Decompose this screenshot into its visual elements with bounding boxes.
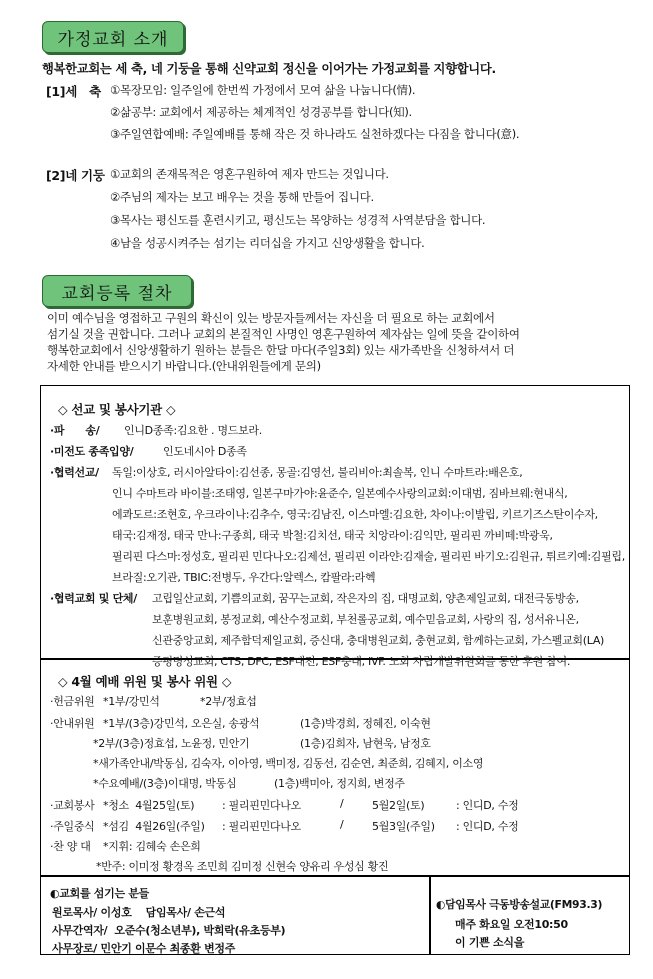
axis-item: ③주일연합예배: 주일예배를 통해 작은 것 하나라도 실천하겠다는 다짐을 합니다(意). — [110, 127, 520, 141]
meal-label: ·주일중식 — [50, 820, 95, 833]
radio-line: 매주 화요일 오전10:50 — [455, 918, 568, 931]
axis-item: ①목장모임: 일주일에 한번씩 가정에서 모여 삶을 나눕니다(情). — [110, 83, 416, 97]
offering-2: *2부/정효섭 — [200, 695, 257, 708]
meal-team2: : 인디D, 수정 — [456, 820, 519, 833]
service-label: ·교회봉사 — [50, 799, 95, 812]
org-line: 신관중앙교회, 제주함덕제일교회, 증신대, 충대병원교회, 충현교회, 함께하는교회, 가스펠교회(LA) — [152, 634, 605, 647]
partner-line: 필리핀 다스마:정성호, 필리핀 민다나오:김제선, 필리핀 이라얀:김재술, 필리핀 바기오:김원규, 튀르키예:김필립, — [112, 550, 625, 563]
org-line: 보훈병원교회, 봉정교회, 예산수정교회, 부천롤공교회, 예수믿음교회, 사랑의 집, 성서유니온, — [152, 613, 579, 626]
usher-a: *새가족안내/박동심, 김숙자, 이아영, 백미정, 김동선, 김순연, 최준희, 김혜지, 이소영 — [93, 757, 484, 770]
service-team2: : 인디D, 수정 — [456, 799, 519, 812]
org-line: 고립일산교회, 기쁨의교회, 꿈꾸는교회, 작은자의 집, 대명교회, 양촌제일교회, 대전극동방송, — [152, 592, 579, 605]
april-title: ◇ 4월 예배 위원 및 봉사 위원 ◇ — [58, 674, 232, 689]
intro-title: 가정교회 소개 — [57, 29, 169, 50]
registration-line: 자세한 안내를 받으시기 바랍니다.(안내위원들에게 문의) — [47, 359, 321, 373]
partner-line: 에콰도르:조현호, 우크라이나:김추수, 영국:김남진, 이스마엘:김요한, 차이나:이발립, 키르기즈스탄이수자, — [112, 508, 598, 521]
registration-title: 교회등록 절차 — [61, 283, 173, 304]
meal-date2: 5월3일(주일) — [372, 820, 435, 833]
service-date1: *청소 4월25일(토) — [103, 799, 195, 812]
choir-accompanist: *반주: 이미정 황경옥 조민희 김미정 신현숙 양유리 우성심 황진 — [96, 860, 389, 873]
axis-item: ②삶공부: 교회에서 제공하는 체계적인 성경공부를 합니다(知). — [110, 105, 412, 119]
choir-label: ·찬 양 대 — [50, 840, 91, 853]
partner-line: 인니 수마트라 바이블:조태영, 일본구마가야:윤준수, 일본예수사랑의교회:이대범, 짐바브웨:현내식, — [112, 487, 568, 500]
offering-1: *1부/강민석 — [103, 695, 160, 708]
pillars-label: [2]네 기둥 — [46, 168, 105, 183]
service-sep: / — [340, 797, 344, 810]
intro-lead: 행복한교회는 세 축, 네 기둥을 통해 신약교회 정신을 이어가는 가정교회를 지향합니다. — [42, 62, 496, 76]
offering-label: ·헌금위원 — [50, 695, 95, 708]
usher-b: (1층)백미아, 정지희, 변정주 — [274, 777, 405, 790]
meal-date1: *섬김 4월26일(주일) — [103, 820, 205, 833]
staff-title: ◐교회를 섬기는 분들 — [50, 887, 149, 900]
radio-title: ◐담임목사 극동방송설교(FM93.3) — [436, 898, 603, 911]
partner-line: 브라질:오기관, TBIC:전병두, 우간다:알렉스, 캄팔라:라헥 — [112, 571, 376, 584]
pillar-item: ③목사는 평신도를 훈련시키고, 평신도는 목양하는 성경적 사역분담을 합니다. — [110, 213, 486, 227]
unreached-label: ·미전도 종족입양/ — [50, 445, 134, 458]
ushers-label: ·안내위원 — [50, 717, 95, 730]
radio-line: 이 기쁜 소식을 — [455, 936, 525, 949]
staff-line: 사무장로/ 민안기 이문수 최종환 변정주 — [52, 942, 236, 955]
dispatch-label: ·파 송/ — [50, 424, 100, 437]
staff-line: 원로목사/ 이성호 담임목사/ 손근석 — [52, 906, 226, 919]
registration-line: 섬기실 것을 권합니다. 그러나 교회의 본질적인 사명인 영혼구원하여 제자삼는 일에 뜻을 같이하여 — [47, 327, 520, 341]
dispatch-value: 인니D종족:김요한 . 명드보라. — [124, 424, 262, 437]
orgs-label: ·협력교회 및 단체/ — [50, 592, 137, 605]
staff-line: 사무간역자/ 오준수(청소년부), 박희락(유초등부) — [52, 924, 286, 937]
usher-b: (1층)박경희, 정혜진, 이숙현 — [300, 717, 431, 730]
registration-line: 행복한교회에서 신앙생활하기 원하는 분들은 한달 마다(주일3회) 있는 새가족반을 신청하셔서 더 — [47, 343, 515, 357]
service-team1: : 필리핀민다나오 — [222, 799, 301, 812]
partner-line: 독일:이상호, 러시아알타이:김선종, 몽골:김영선, 불리비아:최솔복, 인니 수마트라:배은호, — [112, 466, 523, 479]
usher-a: *1부/(3층)강민석, 오은실, 송광석 — [103, 717, 260, 730]
mission-title: ◇ 선교 및 봉사기관 ◇ — [58, 402, 176, 417]
meal-sep: / — [340, 818, 344, 831]
org-line: 증평명성교회, CTS, DFC, ESF대전, ESF충대, IVF. 노회 자립개발위원회를 통한 후원 참여. — [152, 655, 571, 668]
usher-a: *2부/(3층)정효섭, 노윤정, 민안기 — [93, 737, 250, 750]
choir-conductor: *지휘: 김혜숙 손은희 — [103, 840, 201, 853]
registration-header — [42, 275, 192, 307]
usher-a: *수요예배/(3층)이대명, 박동심 — [93, 777, 237, 790]
usher-b: (1층)김희자, 남현욱, 남정호 — [300, 737, 431, 750]
pillar-item: ①교회의 존재목적은 영혼구원하여 제자 만드는 것입니다. — [110, 167, 389, 181]
pillar-item: ②주님의 제자는 보고 배우는 것을 통해 만들어 집니다. — [110, 190, 374, 204]
service-date2: 5월2일(토) — [372, 799, 425, 812]
partner-line: 태국:김재정, 태국 만나:구종희, 태국 박철:김치선, 태국 치앙라이:김익만, 필리핀 까비떼:박광욱, — [112, 529, 553, 542]
partners-label: ·협력선교/ — [50, 466, 99, 479]
intro-header — [42, 21, 184, 53]
pillar-item: ④남을 성공시켜주는 섬기는 리더십을 가지고 신앙생활을 합니다. — [110, 236, 425, 250]
axes-label: [1]세 축 — [46, 84, 101, 99]
unreached-value: 인도네시아 D종족 — [163, 445, 247, 458]
registration-line: 이미 예수님을 영접하고 구원의 확신이 있는 방문자들께서는 자신을 더 필요로 하는 교회에서 — [47, 311, 495, 325]
meal-team1: : 필리핀민다나오 — [222, 820, 301, 833]
